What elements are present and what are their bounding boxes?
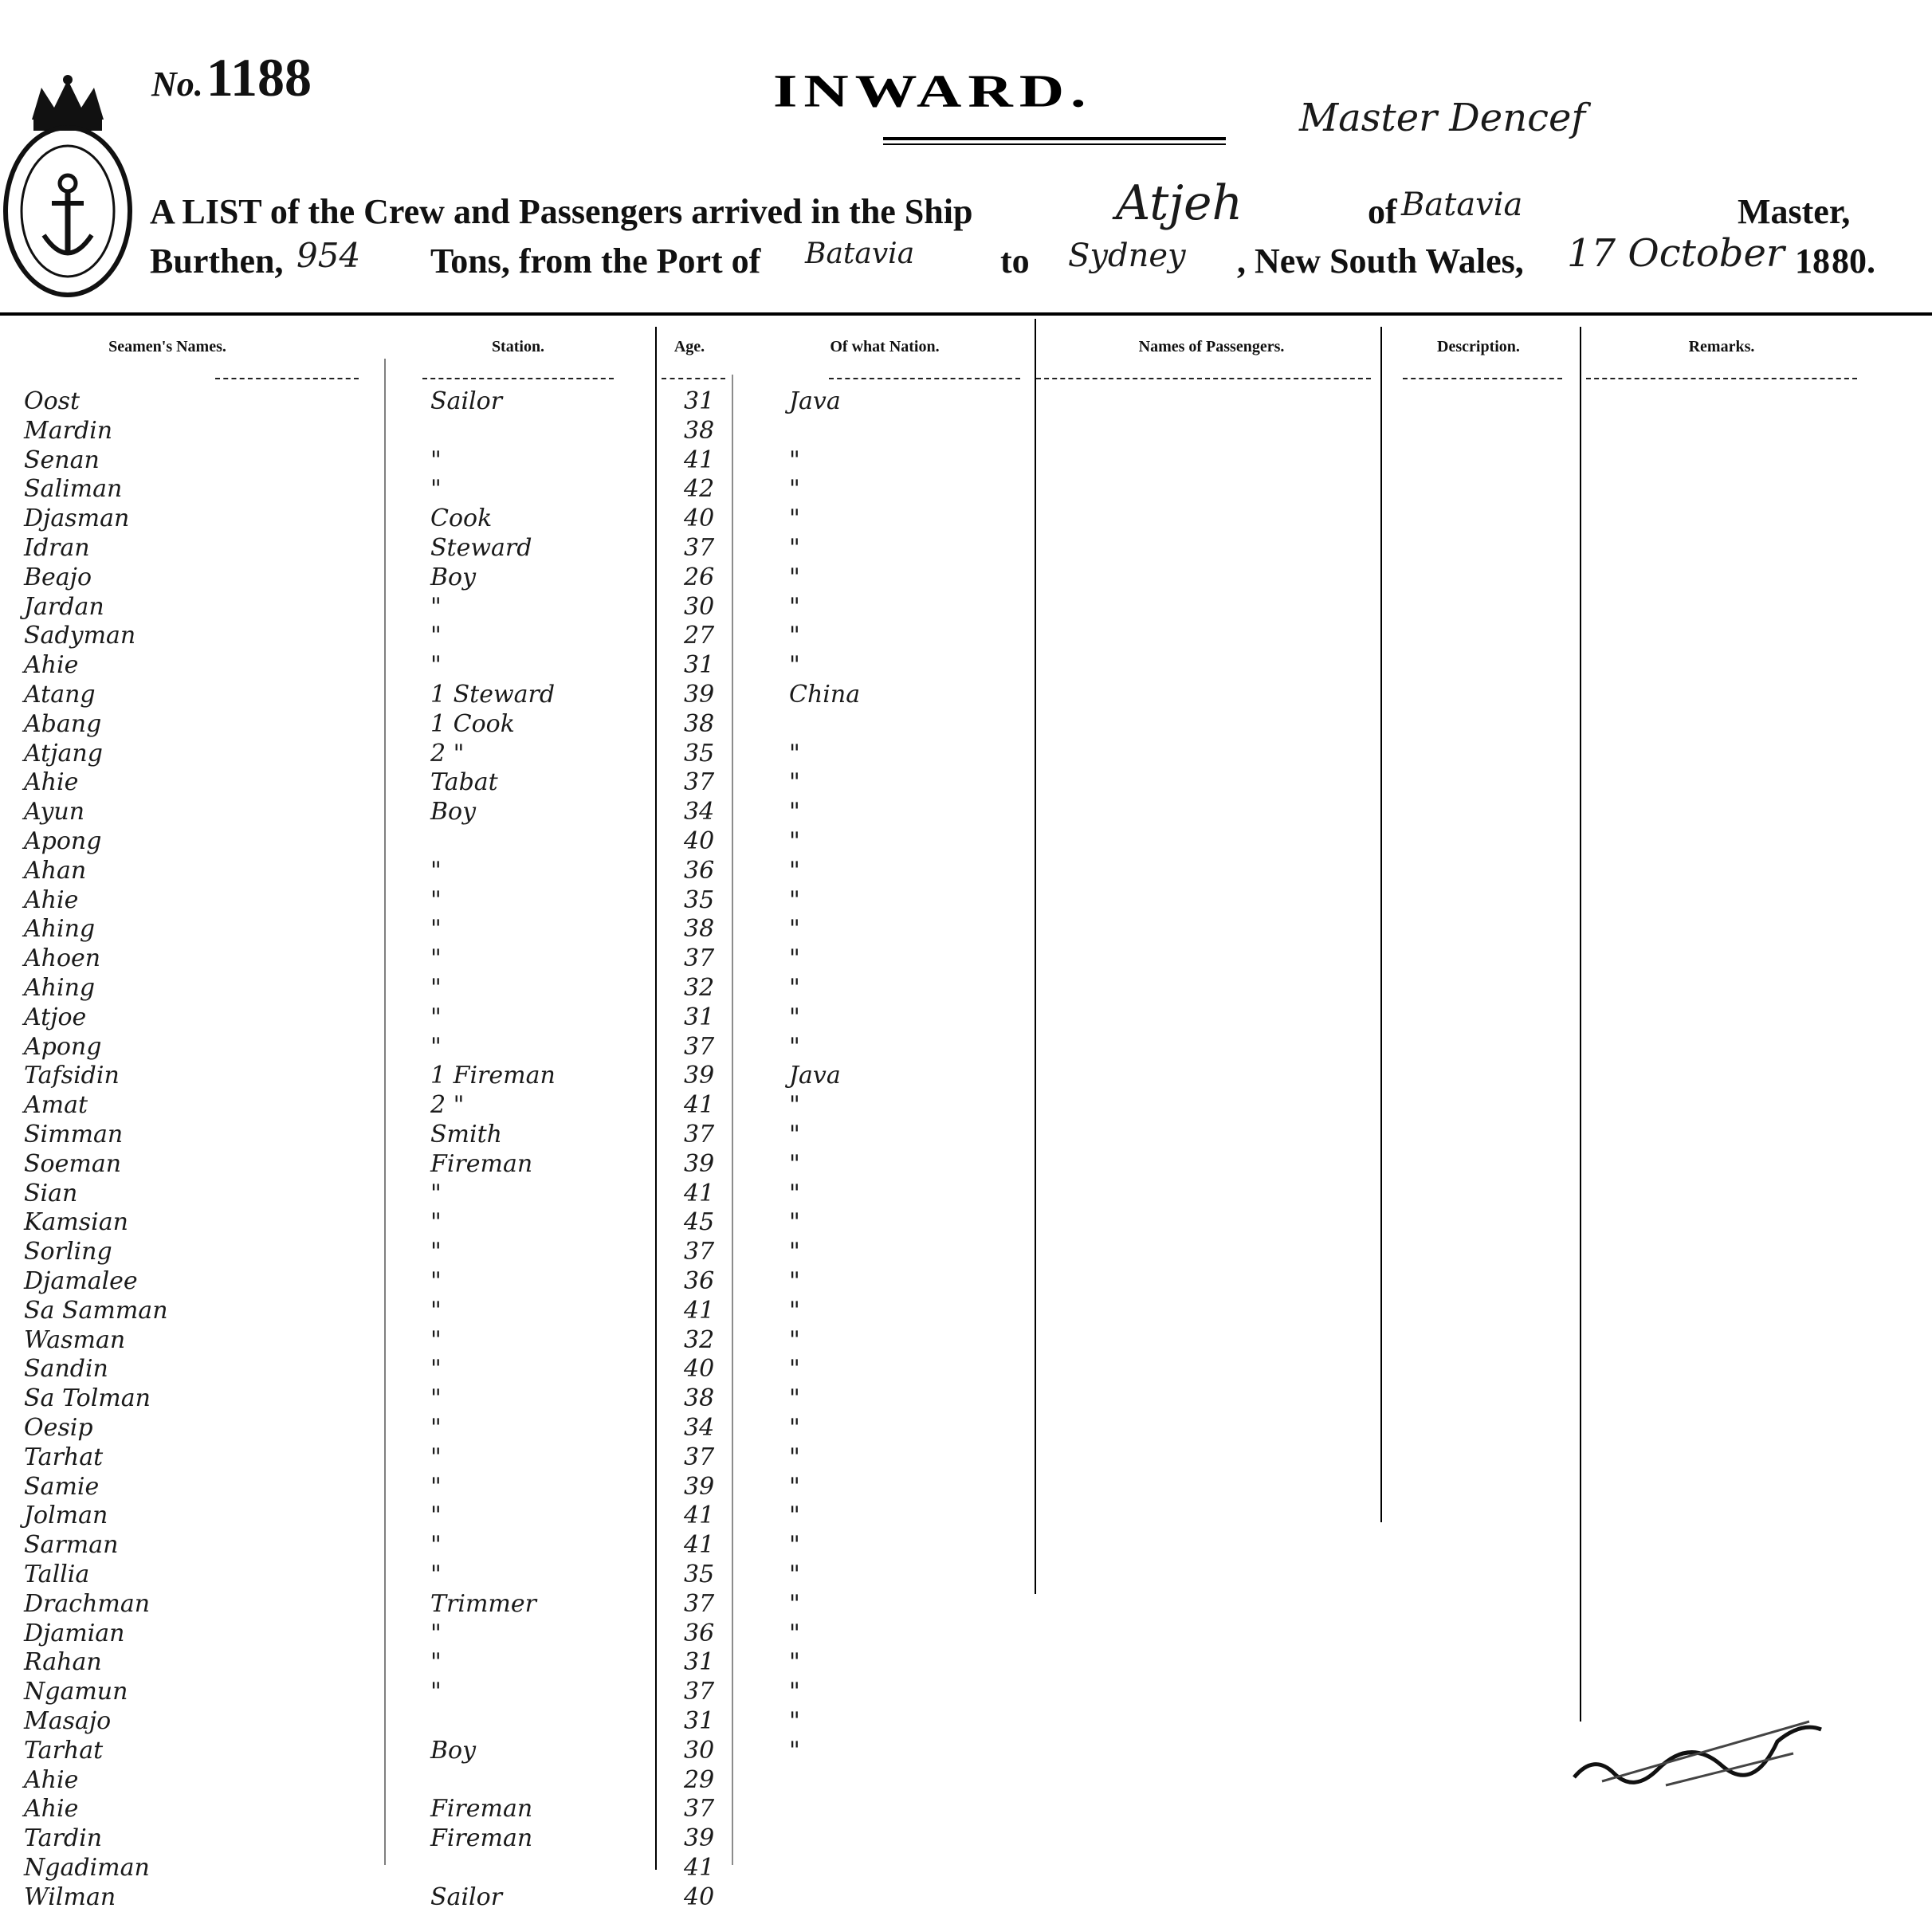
seaman-nation: " bbox=[789, 1736, 800, 1765]
seaman-nation: " bbox=[789, 505, 800, 533]
seaman-station: " bbox=[430, 622, 442, 650]
seaman-station: " bbox=[430, 1179, 442, 1207]
table-row bbox=[0, 1766, 1036, 1795]
table-row bbox=[0, 1267, 1036, 1296]
table-row bbox=[0, 1648, 1036, 1677]
table-row bbox=[0, 915, 1036, 944]
seaman-station: Boy bbox=[430, 563, 477, 591]
seaman-age: 37 bbox=[684, 768, 715, 797]
header-dash bbox=[422, 378, 614, 381]
seaman-age: 31 bbox=[684, 651, 715, 680]
column-header-station: Station. bbox=[491, 338, 545, 355]
seaman-nation: " bbox=[789, 1355, 800, 1384]
seaman-age: 39 bbox=[684, 1149, 715, 1178]
seaman-age: 31 bbox=[684, 1003, 715, 1031]
table-row bbox=[0, 1297, 1036, 1325]
header-dash bbox=[829, 378, 1020, 381]
year-suffix: 80. bbox=[1832, 241, 1875, 281]
seaman-station: " bbox=[430, 885, 442, 914]
seaman-nation: " bbox=[789, 1414, 800, 1442]
seaman-name: Tafsidin bbox=[24, 1062, 120, 1090]
seaman-nation: " bbox=[789, 1384, 800, 1413]
column-header-nation: Of what Nation. bbox=[830, 338, 940, 355]
seaman-name: Jolman bbox=[24, 1502, 108, 1530]
crown-anchor-seal-icon bbox=[0, 72, 135, 303]
table-row bbox=[0, 387, 1036, 416]
column-divider bbox=[1380, 327, 1382, 1522]
seaman-nation: " bbox=[789, 1707, 800, 1735]
to-port: Sydney bbox=[1068, 238, 1186, 274]
seaman-station: " bbox=[430, 974, 442, 1002]
seaman-name: Jardan bbox=[24, 592, 104, 621]
seaman-station: Sailor bbox=[430, 387, 503, 415]
seaman-name: Ahie bbox=[24, 1765, 79, 1794]
seaman-name: Idran bbox=[24, 534, 90, 562]
table-row bbox=[0, 768, 1036, 797]
table-row bbox=[0, 1531, 1036, 1560]
table-row bbox=[0, 1443, 1036, 1472]
seaman-nation: " bbox=[789, 1296, 800, 1325]
seaman-name: Ahie bbox=[24, 651, 79, 680]
seaman-station: Fireman bbox=[430, 1824, 533, 1853]
seaman-station: " bbox=[430, 651, 442, 680]
seaman-name: Sadyman bbox=[24, 622, 136, 650]
seaman-nation: " bbox=[789, 475, 800, 504]
seaman-nation: " bbox=[789, 1208, 800, 1237]
seaman-station: " bbox=[430, 1267, 442, 1295]
seaman-station: 1 Cook bbox=[430, 709, 515, 738]
table-row bbox=[0, 1414, 1036, 1443]
seaman-age: 39 bbox=[684, 1472, 715, 1501]
seaman-age: 40 bbox=[684, 505, 715, 533]
seaman-station: " bbox=[430, 1384, 442, 1413]
seaman-age: 35 bbox=[684, 885, 715, 914]
seaman-name: Ahie bbox=[24, 1795, 79, 1824]
table-row bbox=[0, 798, 1036, 826]
seaman-nation: " bbox=[789, 1472, 800, 1501]
seaman-station: " bbox=[430, 446, 442, 474]
seaman-nation: " bbox=[789, 1531, 800, 1560]
table-row bbox=[0, 710, 1036, 739]
table-row bbox=[0, 1561, 1036, 1589]
seaman-nation: " bbox=[789, 915, 800, 944]
seaman-name: Ahie bbox=[24, 768, 79, 797]
table-row bbox=[0, 651, 1036, 680]
seaman-age: 35 bbox=[684, 739, 715, 768]
seaman-station: 1 Fireman bbox=[430, 1062, 556, 1090]
seaman-age: 37 bbox=[684, 1443, 715, 1471]
seaman-name: Sa Samman bbox=[24, 1296, 168, 1325]
seaman-age: 30 bbox=[684, 592, 715, 621]
seaman-nation: " bbox=[789, 739, 800, 768]
seaman-station: 2 " bbox=[430, 1091, 465, 1120]
seaman-name: Atjang bbox=[24, 739, 103, 768]
seaman-name: Amat bbox=[24, 1091, 88, 1120]
document-number bbox=[151, 46, 312, 109]
table-row bbox=[0, 827, 1036, 856]
seaman-nation: Java bbox=[789, 1062, 841, 1090]
seaman-age: 39 bbox=[684, 681, 715, 709]
seaman-nation: " bbox=[789, 1179, 800, 1207]
seaman-name: Sian bbox=[24, 1179, 78, 1207]
header-dash bbox=[1403, 378, 1562, 381]
seaman-station: Tabat bbox=[430, 768, 498, 797]
table-row bbox=[0, 1678, 1036, 1706]
table-row bbox=[0, 1121, 1036, 1149]
seaman-name: Senan bbox=[24, 446, 100, 474]
seaman-nation: " bbox=[789, 1502, 800, 1530]
seaman-station: " bbox=[430, 1502, 442, 1530]
seaman-name: Djamalee bbox=[24, 1267, 138, 1295]
seaman-nation: " bbox=[789, 1325, 800, 1354]
seaman-age: 41 bbox=[684, 1091, 715, 1120]
seaman-age: 26 bbox=[684, 563, 715, 591]
title-underline-thin bbox=[883, 143, 1226, 145]
seaman-station: " bbox=[430, 944, 442, 973]
seaman-nation: " bbox=[789, 1443, 800, 1471]
tons-from-label: Tons, from the Port of bbox=[430, 241, 761, 281]
seaman-name: Simman bbox=[24, 1121, 124, 1148]
table-row bbox=[0, 1502, 1036, 1530]
seaman-nation: " bbox=[789, 768, 800, 797]
seaman-age: 41 bbox=[684, 1296, 715, 1325]
seaman-name: Atang bbox=[24, 681, 96, 709]
seaman-age: 37 bbox=[684, 1589, 715, 1618]
seaman-station: Cook bbox=[430, 505, 493, 533]
seaman-station: " bbox=[430, 475, 442, 504]
seaman-name: Masajo bbox=[24, 1707, 112, 1735]
seaman-age: 41 bbox=[684, 1531, 715, 1560]
seaman-name: Mardin bbox=[24, 416, 113, 445]
seaman-station: " bbox=[430, 1355, 442, 1384]
seaman-station: Fireman bbox=[430, 1795, 533, 1824]
header-dash bbox=[662, 378, 725, 381]
table-row bbox=[0, 593, 1036, 622]
column-header-seamen: Seamen's Names. bbox=[108, 338, 226, 355]
seaman-nation: " bbox=[789, 1003, 800, 1031]
seaman-age: 37 bbox=[684, 1121, 715, 1148]
seaman-age: 38 bbox=[684, 709, 715, 738]
table-row bbox=[0, 1180, 1036, 1208]
seaman-age: 41 bbox=[684, 446, 715, 474]
seaman-age: 31 bbox=[684, 1648, 715, 1677]
number-label: No. bbox=[151, 65, 203, 104]
seaman-name: Apong bbox=[24, 827, 102, 855]
seaman-name: Atjoe bbox=[24, 1003, 87, 1031]
seaman-age: 37 bbox=[684, 534, 715, 562]
header-dash bbox=[1586, 378, 1857, 381]
table-row bbox=[0, 1091, 1036, 1120]
burthen-value: 954 bbox=[296, 236, 361, 275]
of-label: of bbox=[1368, 192, 1397, 231]
year-prefix: 18 bbox=[1795, 241, 1830, 281]
seaman-age: 37 bbox=[684, 944, 715, 973]
seaman-nation: China bbox=[789, 681, 861, 709]
seaman-name: Ngamun bbox=[24, 1678, 128, 1706]
table-row bbox=[0, 740, 1036, 768]
seaman-nation: " bbox=[789, 1619, 800, 1647]
seaman-name: Ahie bbox=[24, 885, 79, 914]
header-rule bbox=[0, 312, 1932, 316]
table-row bbox=[0, 1590, 1036, 1619]
table-row bbox=[0, 1707, 1036, 1736]
list-heading: A LIST of the Crew and Passengers arrived in the Ship bbox=[150, 192, 973, 231]
header-dash bbox=[1036, 378, 1371, 381]
seaman-name: Tardin bbox=[24, 1824, 103, 1853]
seaman-name: Drachman bbox=[24, 1589, 151, 1618]
seaman-station: " bbox=[430, 1619, 442, 1647]
seaman-age: 38 bbox=[684, 416, 715, 445]
page-title: INWARD. bbox=[773, 64, 1093, 116]
seaman-name: Tarhat bbox=[24, 1736, 104, 1765]
master-label: Master, bbox=[1738, 192, 1851, 231]
table-row bbox=[0, 944, 1036, 973]
seaman-name: Oesip bbox=[24, 1414, 93, 1442]
seaman-station: " bbox=[430, 1238, 442, 1266]
seaman-age: 38 bbox=[684, 915, 715, 944]
seaman-age: 37 bbox=[684, 1032, 715, 1061]
seaman-station: " bbox=[430, 1472, 442, 1501]
number-value: 1188 bbox=[206, 47, 312, 108]
seaman-name: Wilman bbox=[24, 1883, 116, 1911]
seaman-age: 29 bbox=[684, 1765, 715, 1794]
seaman-nation: " bbox=[789, 944, 800, 973]
seaman-age: 32 bbox=[684, 974, 715, 1002]
seaman-name: Wasman bbox=[24, 1325, 126, 1354]
seaman-station: " bbox=[430, 1648, 442, 1677]
table-row bbox=[0, 1384, 1036, 1413]
table-row bbox=[0, 886, 1036, 915]
header-dash bbox=[215, 378, 359, 381]
table-row bbox=[0, 505, 1036, 533]
table-row bbox=[0, 417, 1036, 446]
seaman-nation: " bbox=[789, 1032, 800, 1061]
seaman-age: 40 bbox=[684, 827, 715, 855]
seaman-name: Abang bbox=[24, 709, 102, 738]
seaman-age: 32 bbox=[684, 1325, 715, 1354]
seaman-station: Fireman bbox=[430, 1149, 533, 1178]
table-row bbox=[0, 1326, 1036, 1355]
table-row bbox=[0, 475, 1036, 504]
table-row bbox=[0, 1355, 1036, 1384]
seaman-nation: " bbox=[789, 827, 800, 855]
seaman-age: 39 bbox=[684, 1824, 715, 1853]
ship-port: Batavia bbox=[1401, 186, 1523, 223]
seaman-nation: " bbox=[789, 592, 800, 621]
seaman-age: 31 bbox=[684, 1707, 715, 1735]
table-row bbox=[0, 857, 1036, 885]
seaman-name: Oost bbox=[24, 387, 80, 415]
seaman-age: 41 bbox=[684, 1179, 715, 1207]
seaman-nation: " bbox=[789, 974, 800, 1002]
seaman-nation: " bbox=[789, 446, 800, 474]
seaman-age: 35 bbox=[684, 1561, 715, 1588]
column-divider bbox=[1580, 327, 1581, 1722]
ship-name: Atjeh bbox=[1116, 175, 1243, 231]
table-row bbox=[0, 563, 1036, 592]
seaman-nation: " bbox=[789, 1149, 800, 1178]
seaman-station: Smith bbox=[430, 1121, 502, 1148]
seaman-name: Ahoen bbox=[24, 944, 101, 973]
seaman-name: Sorling bbox=[24, 1238, 112, 1266]
seaman-nation: " bbox=[789, 798, 800, 826]
seaman-nation: " bbox=[789, 856, 800, 885]
seaman-station: Sailor bbox=[430, 1883, 503, 1911]
column-header-remarks: Remarks. bbox=[1688, 338, 1755, 355]
seaman-name: Apong bbox=[24, 1032, 102, 1061]
column-header-passengers: Names of Passengers. bbox=[1138, 338, 1285, 355]
seaman-age: 34 bbox=[684, 798, 715, 826]
table-row bbox=[0, 974, 1036, 1003]
table-row bbox=[0, 1150, 1036, 1179]
table-row bbox=[0, 1883, 1036, 1912]
title-underline bbox=[883, 137, 1226, 140]
arrival-date: 17 October bbox=[1567, 231, 1785, 276]
seaman-age: 42 bbox=[684, 475, 715, 504]
seaman-station: " bbox=[430, 1414, 442, 1442]
seaman-station: " bbox=[430, 856, 442, 885]
table-row bbox=[0, 1737, 1036, 1765]
seaman-age: 27 bbox=[684, 622, 715, 650]
seaman-station: Boy bbox=[430, 1736, 477, 1765]
table-row bbox=[0, 681, 1036, 709]
seaman-age: 37 bbox=[684, 1795, 715, 1824]
seaman-age: 36 bbox=[684, 1267, 715, 1295]
table-row bbox=[0, 1238, 1036, 1266]
seaman-nation: " bbox=[789, 885, 800, 914]
seaman-nation: " bbox=[789, 1561, 800, 1588]
seaman-name: Kamsian bbox=[24, 1208, 128, 1237]
seaman-age: 38 bbox=[684, 1384, 715, 1413]
table-row bbox=[0, 534, 1036, 563]
table-row bbox=[0, 1824, 1036, 1853]
seaman-age: 30 bbox=[684, 1736, 715, 1765]
handwritten-annotation: Master Dencef bbox=[1299, 96, 1586, 140]
seaman-station: " bbox=[430, 915, 442, 944]
seaman-station: Steward bbox=[430, 534, 532, 562]
seaman-age: 41 bbox=[684, 1502, 715, 1530]
seaman-station: " bbox=[430, 592, 442, 621]
seaman-age: 31 bbox=[684, 387, 715, 415]
seaman-station: " bbox=[430, 1003, 442, 1031]
table-row bbox=[0, 1620, 1036, 1648]
seaman-nation: Java bbox=[789, 387, 841, 415]
table-row bbox=[0, 1003, 1036, 1032]
seaman-name: Sandin bbox=[24, 1355, 108, 1384]
seaman-nation: " bbox=[789, 1589, 800, 1618]
seaman-age: 36 bbox=[684, 1619, 715, 1647]
seaman-name: Ahing bbox=[24, 915, 96, 944]
seaman-name: Ahan bbox=[24, 856, 87, 885]
nsw-label: , New South Wales, bbox=[1237, 241, 1524, 281]
seaman-name: Sarman bbox=[24, 1531, 119, 1560]
seaman-age: 40 bbox=[684, 1355, 715, 1384]
seaman-name: Ahing bbox=[24, 974, 96, 1002]
seaman-name: Ayun bbox=[24, 798, 85, 826]
from-port: Batavia bbox=[805, 238, 915, 270]
seaman-station: " bbox=[430, 1561, 442, 1588]
seaman-station: " bbox=[430, 1443, 442, 1471]
column-header-description: Description. bbox=[1437, 338, 1520, 355]
seaman-nation: " bbox=[789, 1678, 800, 1706]
table-row bbox=[0, 446, 1036, 475]
seaman-station: 1 Steward bbox=[430, 681, 556, 709]
seaman-name: Djasman bbox=[24, 505, 130, 533]
master-signature bbox=[1570, 1706, 1825, 1793]
seaman-name: Rahan bbox=[24, 1648, 102, 1677]
seaman-name: Ngadiman bbox=[24, 1854, 150, 1882]
seaman-age: 34 bbox=[684, 1414, 715, 1442]
column-header-age: Age. bbox=[673, 338, 705, 355]
seaman-station: " bbox=[430, 1208, 442, 1237]
seaman-age: 37 bbox=[684, 1678, 715, 1706]
seaman-name: Tarhat bbox=[24, 1443, 104, 1471]
seaman-age: 45 bbox=[684, 1208, 715, 1237]
seaman-name: Djamian bbox=[24, 1619, 125, 1647]
seaman-name: Saliman bbox=[24, 475, 123, 504]
to-label: to bbox=[1000, 241, 1030, 281]
seaman-name: Tallia bbox=[24, 1561, 90, 1588]
seaman-nation: " bbox=[789, 1648, 800, 1677]
table-row bbox=[0, 1208, 1036, 1237]
table-row bbox=[0, 1795, 1036, 1824]
seaman-station: " bbox=[430, 1531, 442, 1560]
burthen-label: Burthen, bbox=[150, 241, 284, 281]
seaman-nation: " bbox=[789, 1121, 800, 1148]
seaman-age: 40 bbox=[684, 1883, 715, 1911]
seaman-name: Sa Tolman bbox=[24, 1384, 151, 1413]
seaman-age: 36 bbox=[684, 856, 715, 885]
seaman-age: 37 bbox=[684, 1238, 715, 1266]
seaman-station: " bbox=[430, 1296, 442, 1325]
seaman-station: Boy bbox=[430, 798, 477, 826]
seaman-name: Soeman bbox=[24, 1149, 122, 1178]
seaman-age: 41 bbox=[684, 1854, 715, 1882]
seaman-station: " bbox=[430, 1032, 442, 1061]
seaman-nation: " bbox=[789, 622, 800, 650]
table-row bbox=[0, 622, 1036, 650]
seaman-age: 39 bbox=[684, 1062, 715, 1090]
seaman-name: Beajo bbox=[24, 563, 92, 591]
seaman-name: Samie bbox=[24, 1472, 100, 1501]
table-row bbox=[0, 1854, 1036, 1883]
seaman-nation: " bbox=[789, 534, 800, 562]
seaman-nation: " bbox=[789, 563, 800, 591]
seaman-station: Trimmer bbox=[430, 1589, 536, 1618]
seaman-station: 2 " bbox=[430, 739, 465, 768]
table-row bbox=[0, 1473, 1036, 1502]
seaman-nation: " bbox=[789, 651, 800, 680]
seaman-nation: " bbox=[789, 1267, 800, 1295]
seaman-station: " bbox=[430, 1325, 442, 1354]
table-row bbox=[0, 1033, 1036, 1062]
table-row bbox=[0, 1062, 1036, 1090]
seaman-nation: " bbox=[789, 1238, 800, 1266]
seaman-nation: " bbox=[789, 1091, 800, 1120]
seaman-station: " bbox=[430, 1678, 442, 1706]
